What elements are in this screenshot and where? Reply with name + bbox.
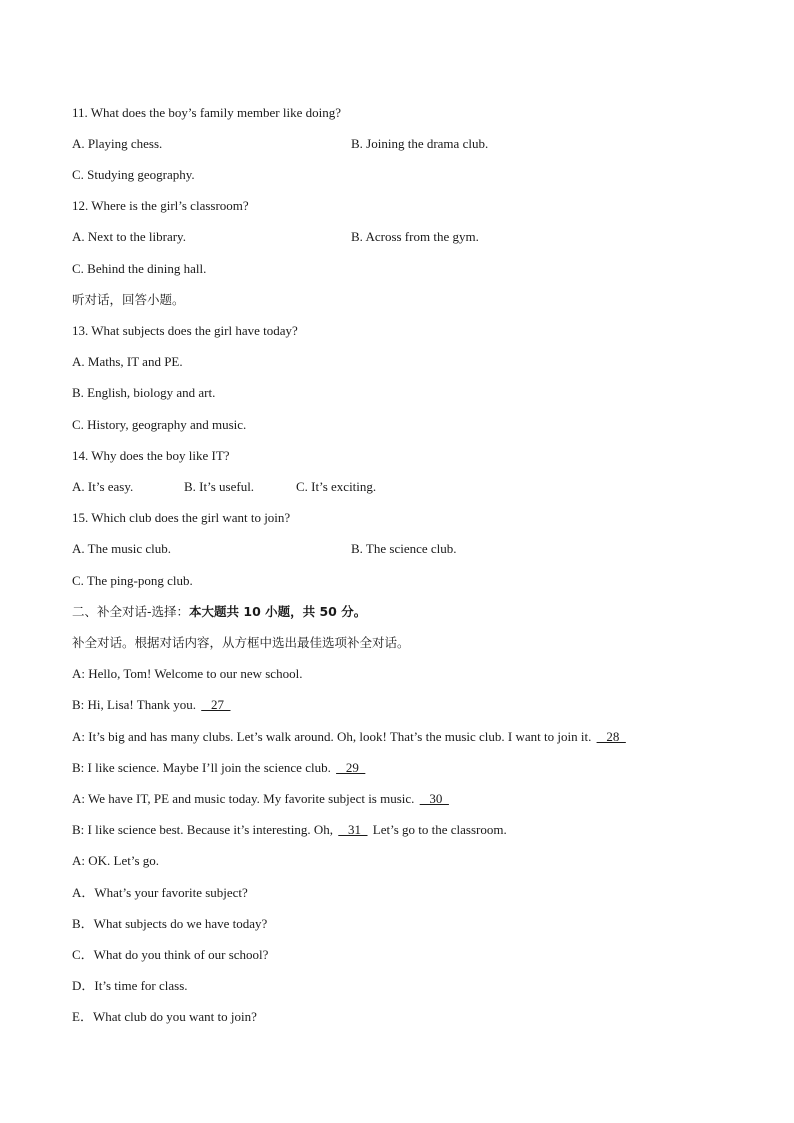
dialogue-text: A: It’s big and has many clubs. Let’s walk around. Oh, look! That’s the music club. I want to join it. bbox=[72, 729, 595, 744]
section-2-instruction: 补全对话。根据对话内容，从方框中选出最佳选项补全对话。 bbox=[72, 635, 410, 650]
question-15-stem: 15. Which club does the girl want to join? bbox=[72, 510, 291, 525]
question-13-option-c: C. History, geography and music. bbox=[72, 417, 247, 432]
question-12-stem: 12. Where is the girl’s classroom? bbox=[72, 198, 249, 213]
dialogue-text-after: Let’s go to the classroom. bbox=[369, 822, 507, 837]
dialogue-text: A: We have IT, PE and music today. My favorite subject is music. bbox=[72, 791, 418, 806]
question-14-stem: 14. Why does the boy like IT? bbox=[72, 448, 230, 463]
dialogue-text: B: I like science. Maybe I’ll join the science club. bbox=[72, 760, 335, 775]
question-11-option-c: C. Studying geography. bbox=[72, 167, 195, 182]
question-15-option-b: B. The science club. bbox=[351, 541, 457, 556]
blank-27: 27 bbox=[201, 697, 231, 712]
option-e: E．What club do you want to join? bbox=[72, 1009, 257, 1024]
blank-28: 28 bbox=[596, 729, 626, 744]
option-d: D．It’s time for class. bbox=[72, 978, 188, 993]
option-c: C．What do you think of our school? bbox=[72, 947, 269, 962]
dialogue-text: B: I like science best. Because it’s interesting. Oh, bbox=[72, 822, 337, 837]
question-11-stem: 11. What does the boy’s family member like doing? bbox=[72, 105, 341, 120]
question-13-option-a: A. Maths, IT and PE. bbox=[72, 354, 183, 369]
dialogue-line bbox=[72, 760, 367, 776]
blank-31: 31 bbox=[338, 822, 368, 837]
dialogue-line bbox=[72, 697, 232, 713]
dialogue-line: A: Hello, Tom! Welcome to our new school. bbox=[72, 666, 303, 681]
question-12-option-c: C. Behind the dining hall. bbox=[72, 261, 207, 276]
section-2-heading-prefix: 二、补全对话-选择： bbox=[72, 604, 190, 619]
question-12-option-b: B. Across from the gym. bbox=[351, 229, 479, 244]
question-14-option-a: A. It’s easy. bbox=[72, 479, 134, 494]
question-14-option-b: B. It’s useful. bbox=[184, 479, 255, 494]
blank-30: 30 bbox=[419, 791, 449, 806]
question-13-option-b: B. English, biology and art. bbox=[72, 385, 216, 400]
blank-29: 29 bbox=[336, 760, 366, 775]
question-12-option-a: A. Next to the library. bbox=[72, 229, 186, 244]
question-11-option-a: A. Playing chess. bbox=[72, 136, 163, 151]
dialogue-line: A: OK. Let’s go. bbox=[72, 853, 160, 868]
question-15-option-a: A. The music club. bbox=[72, 541, 172, 556]
dialogue-line bbox=[72, 729, 628, 745]
dialogue-line bbox=[72, 791, 451, 807]
dialogue-text: B: Hi, Lisa! Thank you. bbox=[72, 697, 200, 712]
section-2-heading-bold: 本大题共 10 小题，共 50 分。 bbox=[189, 604, 367, 619]
instruction-listen: 听对话，回答小题。 bbox=[72, 292, 185, 307]
option-a: A．What’s your favorite subject? bbox=[72, 885, 248, 900]
question-15-option-c: C. The ping-pong club. bbox=[72, 573, 193, 588]
question-11-option-b: B. Joining the drama club. bbox=[351, 136, 489, 151]
question-14-option-c: C. It’s exciting. bbox=[296, 479, 377, 494]
section-2-heading bbox=[72, 604, 366, 620]
dialogue-line bbox=[72, 822, 507, 838]
question-13-stem: 13. What subjects does the girl have today? bbox=[72, 323, 298, 338]
option-b: B．What subjects do we have today? bbox=[72, 916, 268, 931]
